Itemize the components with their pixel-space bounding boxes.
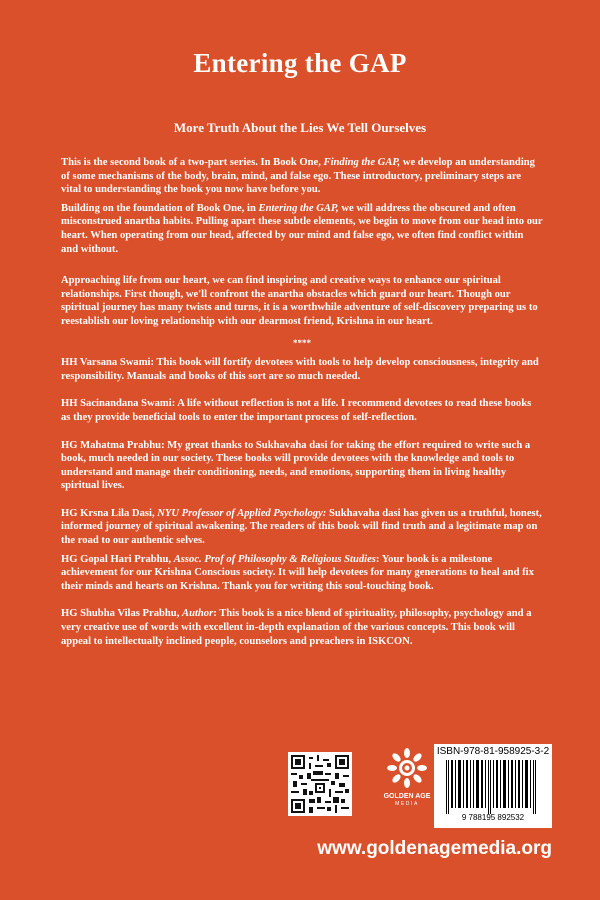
publisher-website: www.goldenagemedia.org (317, 838, 552, 859)
back-cover-text (61, 156, 543, 648)
section-separator: **** (293, 337, 311, 348)
endorsement: HH Varsana Swami: This book will fortify devotees with tools to help develop consciousness, integrity and responsibility. Manuals and books of this sort are so much needed. (61, 357, 539, 382)
intro-paragraph-1: This is the second book of a two-part series. In Book One, Finding the GAP, we develop an understanding of some mechanisms of the body, brain, mind, and false ego. These introductory, preliminary steps are vital to understanding the book you now have before you. (61, 157, 535, 196)
book-title: Entering the GAP (193, 48, 407, 78)
endorsement: HG Krsna Lila Dasi, NYU Professor of Applied Psychology: Sukhavaha dasi has given us a truthful, honest, informed journey of spiritual awakening. The readers of this book will find truth and a legitimate map on the road to our authentic selves. (61, 507, 542, 547)
barcode-icon (440, 760, 546, 822)
publisher-name: GOLDEN AGE (383, 793, 431, 800)
isbn-barcode (434, 744, 552, 828)
intro-paragraph-2: Building on the foundation of Book One, in Entering the GAP, we will address the obscured and often misconstrued anartha habits. Pulling apart these subtle elements, we begin to move from our head into our heart. When operating from our head, affected by our mind and false ego, we often find conflict within and without. (61, 202, 543, 255)
qr-code (288, 752, 352, 816)
book-subtitle: More Truth About the Lies We Tell Ourselves (173, 120, 427, 135)
endorsement: HG Gopal Hari Prabhu, Assoc. Prof of Philosophy & Religious Studies: Your book is a milestone achievement for our Krishna Conscious society. It will help devotees for many generations to heal and fix their minds and hearts on Krishna. Thank you for writing this soul-touching book. (61, 553, 534, 592)
publisher-subname: MEDIA (395, 801, 419, 807)
endorsement: HH Sacinandana Swami: A life without reflection is not a life. I recommend devotees to read these books as they provide beneficial tools to enter the important process of self-reflection. (61, 398, 532, 423)
endorsement: HG Shubha Vilas Prabhu, Author: This book is a nice blend of spirituality, philosophy, psychology and a very creative use of words with excellent in-depth explanation of the various concepts. This book will appeal to intellectually inclined people, counselors and preachers in ISKCON. (61, 608, 532, 647)
publisher-logo (374, 748, 440, 820)
isbn-number: ISBN-978-81-958925-3-2 (436, 746, 550, 757)
endorsement: HG Mahatma Prabhu: My great thanks to Sukhavaha dasi for taking the effort required to write such a book, much needed in our society. These books will provide devotees with the knowledge and tools to understand and manage their conditioning, needs, and emotions, supporting them in living healthy spiritual lives. (61, 439, 531, 492)
intro-paragraph-3: Approaching life from our heart, we can find inspiring and creative ways to enhance our spiritual relationships. First though, we'll confront the anartha obstacles which guard our heart. Though our spiritual journey has many twists and turns, it is a worthwhile adventure of self-discovery preparing us to reestablish our loving relationship with our dearmost friend, Krishna in our heart. (61, 275, 538, 327)
sun-emblem-icon (387, 748, 427, 788)
barcode-digits: 9 788195 892532 (461, 813, 525, 822)
